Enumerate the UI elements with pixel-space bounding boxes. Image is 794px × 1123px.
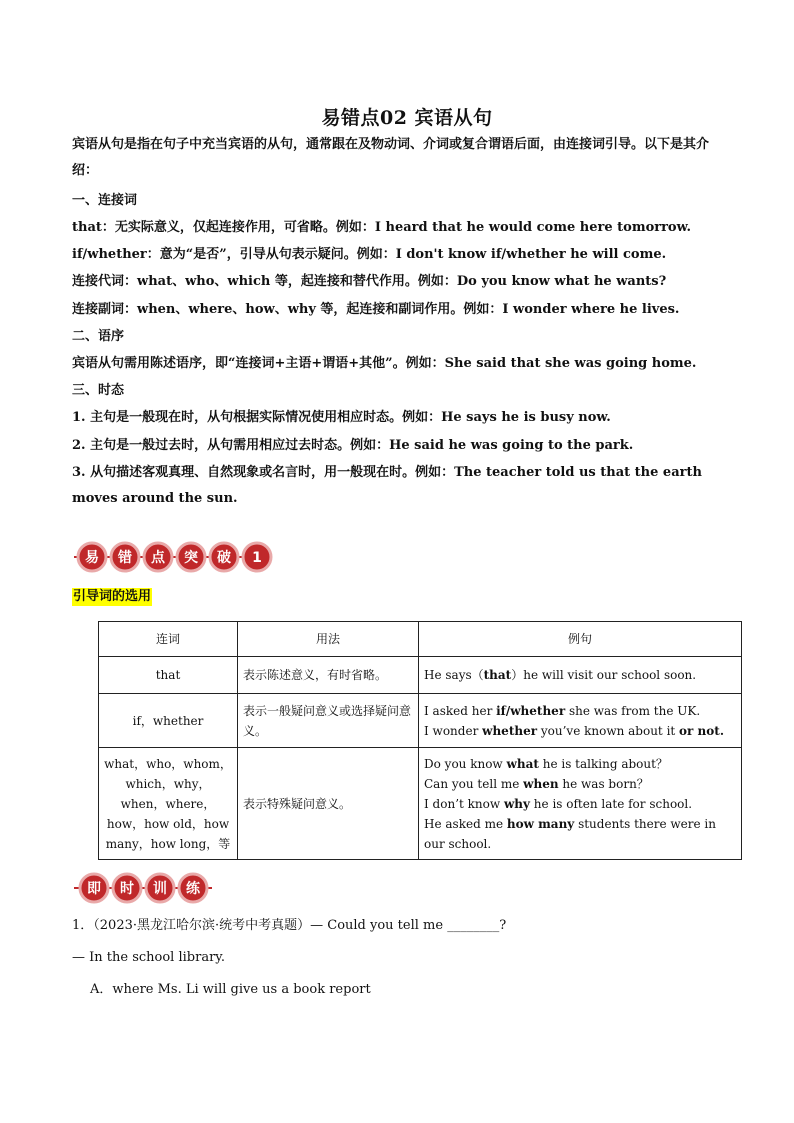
banner-practice bbox=[72, 871, 222, 905]
table-header-row bbox=[99, 622, 742, 657]
section3-line1: 1. 主句是一般现在时，从句根据实际情况使用相应时态。例如：He says he is busy now. bbox=[72, 410, 611, 425]
banner2-char: 时 bbox=[120, 881, 134, 897]
banner-breakthrough bbox=[72, 540, 282, 574]
table-row bbox=[99, 657, 742, 694]
banner-practice-graphic bbox=[72, 871, 222, 905]
banner1-char: 错 bbox=[118, 550, 132, 566]
question-stem: 1．（2023·黑龙江哈尔滨·统考中考真题）— Could you tell me ________? bbox=[72, 918, 507, 933]
section3-heading: 三、时态 bbox=[72, 383, 125, 398]
table-cell-usage: 表示一般疑问意义或选择疑问意义。 bbox=[238, 694, 419, 748]
question-answer-line: — In the school library. bbox=[72, 950, 226, 965]
question-option-a[interactable]: A．where Ms. Li will give us a book report bbox=[90, 982, 371, 997]
table-row bbox=[99, 694, 742, 748]
section1-heading: 一、连接词 bbox=[72, 193, 138, 208]
intro-paragraph: 宾语从句是指在句子中充当宾语的从句，通常跟在及物动词、介词或复合谓语后面，由连接词引导。以下是其介绍： bbox=[72, 137, 710, 178]
table-row bbox=[99, 748, 742, 860]
banner1-char: 破 bbox=[217, 550, 231, 566]
table-header: 连词 bbox=[99, 622, 238, 657]
table-header: 用法 bbox=[238, 622, 419, 657]
banner2-char: 练 bbox=[186, 881, 200, 897]
table-cell-example: I asked her if/whether she was from the UK. I wonder whether you’ve known about it or not. bbox=[419, 694, 742, 748]
section2-line1: 宾语从句需用陈述语序，即“连接词+主语+谓语+其他”。例如：She said that she was going home. bbox=[72, 356, 697, 371]
section1-line4: 连接副词：when、where、how、why 等，起连接和副词作用。例如：I wonder where he lives. bbox=[72, 302, 680, 317]
section1-line1: that：无实际意义，仅起连接作用，可省略。例如：I heard that he would come here tomorrow. bbox=[72, 220, 692, 235]
connector-table bbox=[98, 621, 742, 860]
section1-line3: 连接代词：what、who、which 等，起连接和替代作用。例如：Do you know what he wants? bbox=[72, 274, 667, 289]
section3-line3: 3. 从句描述客观真理、自然现象或名言时，用一般现在时。例如：The teacher told us that the earth moves around the sun. bbox=[72, 465, 702, 506]
banner1-char: 突 bbox=[184, 550, 198, 566]
section2-heading: 二、语序 bbox=[72, 329, 125, 344]
banner-breakthrough-graphic bbox=[72, 540, 282, 574]
table-cell-word: that bbox=[99, 657, 238, 694]
highlighted-subtitle: 引导词的选用 bbox=[73, 589, 152, 604]
banner1-char: 1 bbox=[252, 550, 262, 566]
banner2-char: 即 bbox=[87, 881, 101, 897]
section3-line2: 2. 主句是一般过去时，从句需用相应过去时态。例如：He said he was going to the park. bbox=[72, 438, 634, 453]
table-cell-example: Do you know what he is talking about？ Can you tell me when he was born？ I don’t know why he is often late for school. He asked me how many students there were in our school. bbox=[419, 748, 742, 860]
banner2-char: 训 bbox=[153, 881, 167, 897]
table-header: 例句 bbox=[419, 622, 742, 657]
table-cell-word: what，who，whom，which，why，when，where，how，how old，how many，how long，等 bbox=[99, 748, 238, 860]
table-cell-word: if，whether bbox=[99, 694, 238, 748]
table-cell-usage: 表示特殊疑问意义。 bbox=[238, 748, 419, 860]
banner1-char: 点 bbox=[151, 550, 165, 566]
table-cell-usage: 表示陈述意义，有时省略。 bbox=[238, 657, 419, 694]
page-title: 易错点02 宾语从句 bbox=[321, 107, 493, 129]
section1-line2: if/whether：意为“是否”，引导从句表示疑问。例如：I don't know if/whether he will come. bbox=[72, 247, 667, 262]
table-cell-example: He says（that）he will visit our school soon. bbox=[419, 657, 742, 694]
banner1-char: 易 bbox=[85, 550, 99, 566]
